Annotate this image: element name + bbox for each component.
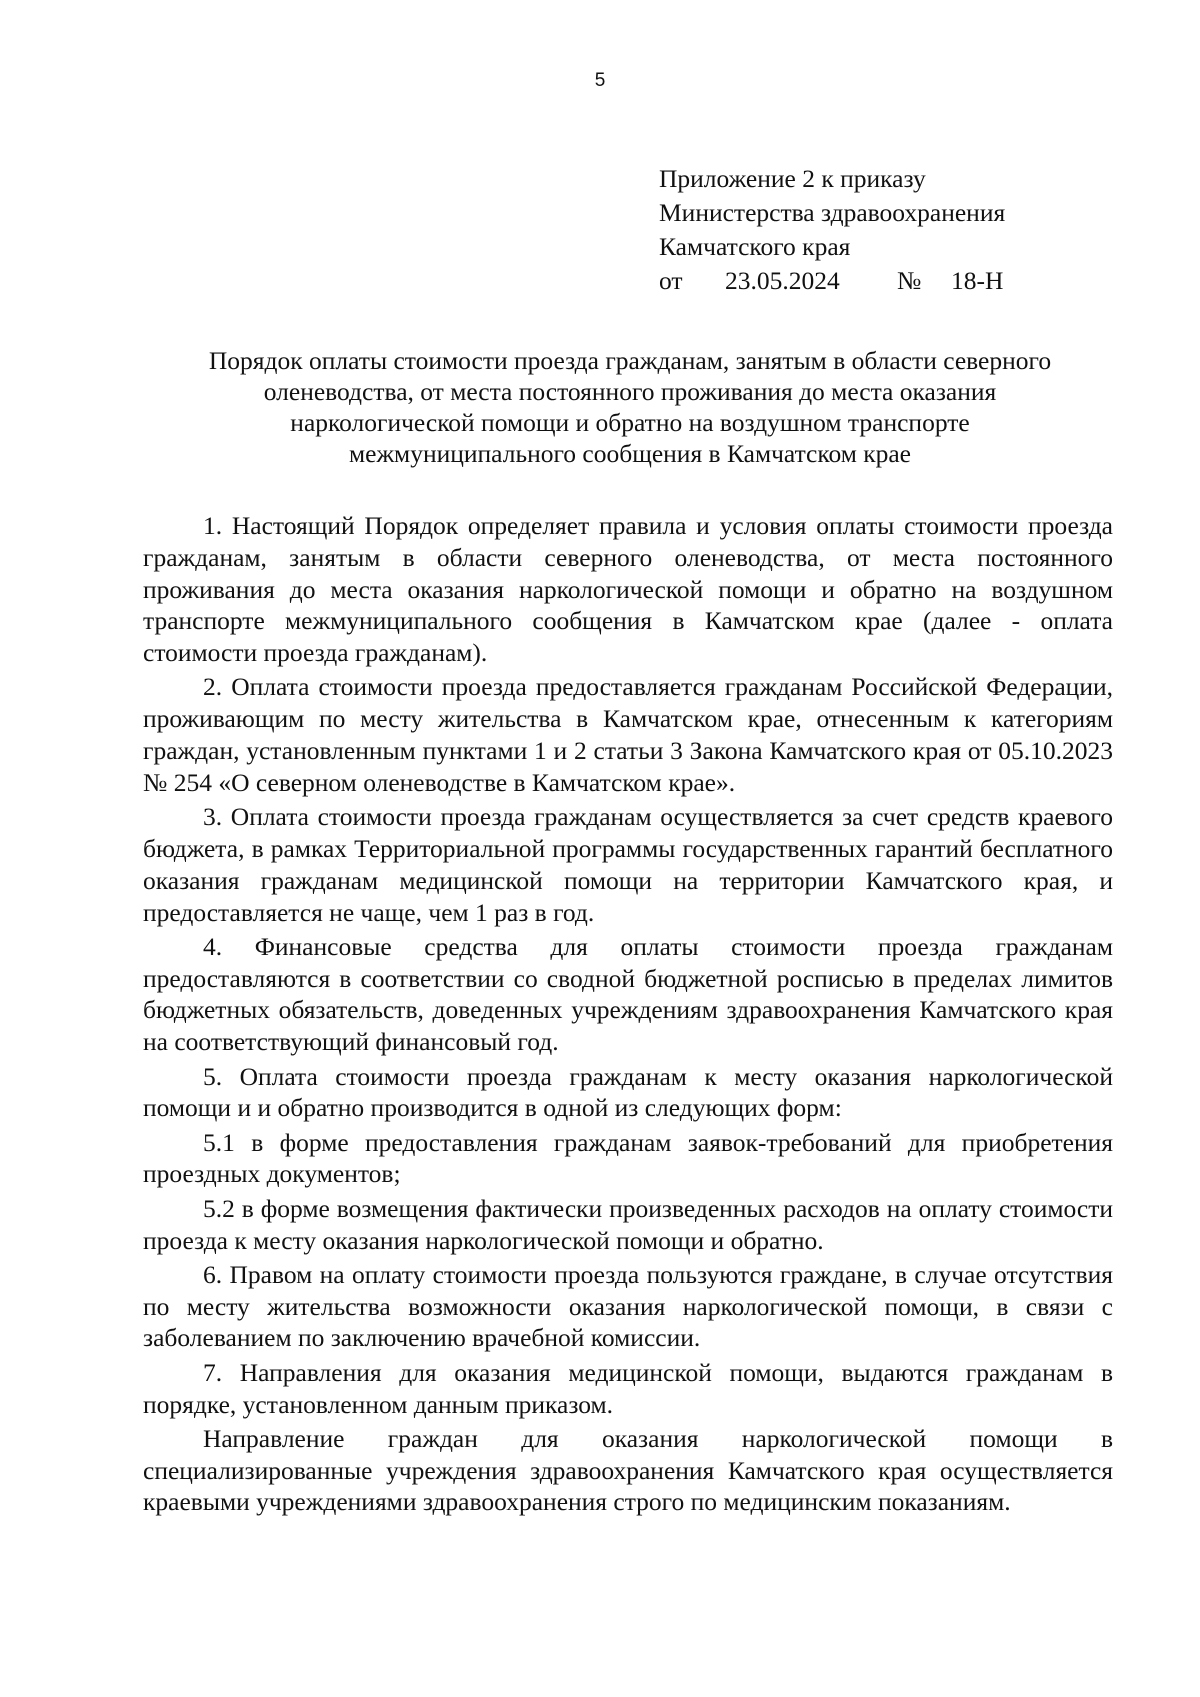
title-line: оленеводства, от места постоянного проживания до места оказания [263, 377, 997, 406]
paragraph-5: 5. Оплата стоимости проезда гражданам к месту оказания наркологической помощи и и обратно производится в одной из следующих форм: [143, 1061, 1113, 1123]
order-number: 18-Н [951, 266, 1004, 295]
appendix-line: Приложение 2 к приказу [659, 164, 926, 193]
paragraph-1: 1. Настоящий Порядок определяет правила и условия оплаты стоимости проезда гражданам, занятым в области северного оленеводства, от места постоянного проживания до места оказания наркологической помощи и обратно на воздушном транспорте межмуниципального сообщения в Камчатском крае (далее - оплата стоимости проезда гражданам). [143, 511, 1113, 668]
paragraph-4: 4. Финансовые средства для оплаты стоимости проезда гражданам предоставляются в соответствии со сводной бюджетной росписью в пределах лимитов бюджетных обязательств, доведенных учреждениям здравоохранения Камчатского края на соответствующий финансовый год. [143, 931, 1113, 1057]
title-line: Порядок оплаты стоимости проезда гражданам, занятым в области северного [208, 346, 1052, 375]
order-from-label: от [659, 266, 683, 295]
order-date: 23.05.2024 [725, 266, 840, 295]
paragraph-referral: Направление граждан для оказания наркологической помощи в специализированные учреждения здравоохранения Камчатского края осуществляется краевыми учреждениями здравоохранения строго по медицинским показаниям. [143, 1423, 1113, 1517]
title-line: межмуниципального сообщения в Камчатском крае [348, 439, 912, 468]
appendix-line: Камчатского края [659, 232, 851, 261]
order-reference [659, 264, 1005, 298]
document-body [143, 510, 1113, 1521]
paragraph-3: 3. Оплата стоимости проезда гражданам осуществляется за счет средств краевого бюджета, в рамках Территориальной программы государственных гарантий бесплатного оказания гражданам медицинской помощи на территории Камчатского края, и предоставляется не чаще, чем 1 раз в год. [143, 802, 1113, 927]
appendix-line: Министерства здравоохранения [659, 198, 1006, 227]
title-line: наркологической помощи и обратно на воздушном транспорте [290, 408, 970, 437]
paragraph-6: 6. Правом на оплату стоимости проезда пользуются граждане, в случае отсутствия по месту жительства возможности оказания наркологической помощи, в связи с заболеванием по заключению врачебной комиссии. [143, 1259, 1113, 1353]
appendix-header [659, 162, 1005, 298]
paragraph-7: 7. Направления для оказания медицинской помощи, выдаются гражданам в порядке, установленном данным приказом. [143, 1357, 1113, 1419]
document-title [120, 345, 1140, 469]
order-number-sign: № [897, 266, 922, 295]
paragraph-5-1: 5.1 в форме предоставления гражданам заявок-требований для приобретения проездных документов; [143, 1127, 1113, 1189]
page-number: 5 [594, 70, 606, 91]
paragraph-2: 2. Оплата стоимости проезда предоставляется гражданам Российской Федерации, проживающим по месту жительства в Камчатском крае, отнесенным к категориям граждан, установленным пунктами 1 и 2 статьи 3 Закона Камчатского края от 05.10.2023 № 254 «О северном оленеводстве в Камчатском крае». [143, 672, 1113, 797]
paragraph-5-2: 5.2 в форме возмещения фактически произведенных расходов на оплату стоимости проезда к месту оказания наркологической помощи и обратно. [143, 1193, 1113, 1255]
